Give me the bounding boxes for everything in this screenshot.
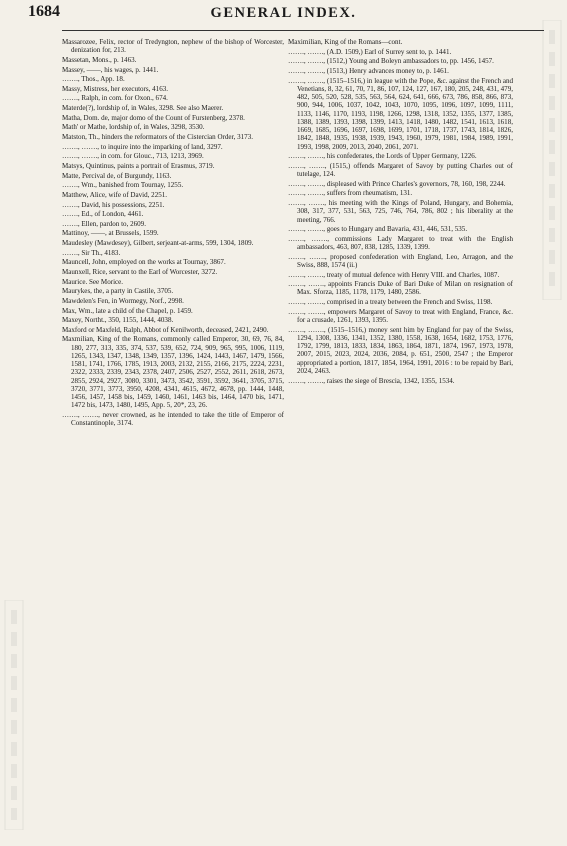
left-index-entry: ……., ……., never crowned, as he intended to take the title of Emperor of Constantinople, 3174.	[62, 411, 284, 428]
left-index-entry: Mattinoy, ——, at Brussels, 1599.	[62, 229, 159, 238]
left-index-entry: Maurice. See Morice.	[62, 277, 124, 286]
left-index-entry: Maxford or Maxfeld, Ralph, Abbot of Kenilworth, deceased, 2421, 2490.	[62, 325, 269, 334]
right-index-entry: ……., ……., commissions Lady Margaret to treat with the English ambassadors, 463, 807, 838, 1285, 1339, 1399.	[288, 234, 513, 252]
left-index-entry: ……., Sir Th., 4183.	[62, 248, 121, 257]
left-column	[62, 38, 284, 429]
left-index-entry: Matsys, Quintinus, paints a portrait of Erasmus, 3719.	[62, 161, 215, 170]
right-column	[288, 38, 513, 386]
left-index-entry: Maxmilian, King of the Romans, commonly called Emperor, 30, 69, 76, 84, 180, 277, 313, 335, 374, 537, 539, 652, 724, 909, 965, 995, 1006, 1119, 1265, 1343, 1347, 1348, 1349, 1357, 1396, 1424, 1443, 1467, 1479, 1566, 1581, 1741, 1766, 1785, 1913, 2003, 2132, 2155, 2166, 2175, 2224, 2231, 2322, 2333, 2339, 2343, 2378, 2407, 2506, 2527, 2552, 2611, 2618, 2673, 2855, 2924, 2927, 3080, 3301, 3473, 3542, 3591, 3592, 3641, 3705, 3715, 3720, 3771, 3773, 3950, 4208, 4341, 4615, 4672, 4678, pp. 1444, 1448, 1456, 1457, 1458 bis, 1459, 1460, 1461, 1463 bis, 1464, 1470 bis, 1471, 1472 bis, 1473, 1480, 1495, App. 5, 20*, 23, 26.	[62, 335, 284, 410]
header-rule	[62, 30, 544, 31]
left-index-entry: Matston, Th., hinders the reformators of the Cistercian Order, 3173.	[62, 133, 253, 142]
left-index-entry: ……., Thos., App. 18.	[62, 75, 125, 84]
left-index-entry: Matte, Percival de, of Burgundy, 1163.	[62, 171, 172, 180]
page-number: 1684	[28, 3, 60, 20]
right-index-entry: ……., ……., (1515–1516,) money sent him by England for pay of the Swiss, 1294, 1308, 1336, 1341, 1352, 1380, 1558, 1638, 1654, 1682, 1753, 1776, 1792, 1799, 1813, 1833, 1834, 1863, 1864, 1871, 1874, 1967, 1973, 1978, 2007, 2015, 2023, 2024, 2036, 2084, p. 651, 2500, 2547 ; the Emperor appropriated a portion, 1817, 1854, 1964, 1991, 2016 : to be repaid by Bari, 2024, 2463.	[288, 325, 513, 375]
left-index-entry: Massy, Mistress, her executors, 4163.	[62, 84, 169, 93]
left-index-entry: Mauncell, John, employed on the works at Tournay, 3867.	[62, 258, 226, 267]
right-index-entry: ……., ……., comprised in a treaty between the French and Swiss, 1198.	[288, 298, 493, 307]
right-index-entry: ……., ……., proposed confederation with England, Leo, Arragon, and the Swiss, 888, 1574 (ii.)	[288, 252, 513, 269]
left-index-entry: ……., David, his possessions, 2251.	[62, 200, 165, 209]
library-stamp-watermark	[541, 20, 563, 300]
left-index-entry: ……., Wm., banished from Tournay, 1255.	[62, 181, 184, 190]
library-stamp-watermark-lower	[3, 600, 25, 830]
left-index-entry: Massarozee, Felix, rector of Tredyngton, nephew of the bishop of Worcester, denization for, 213.	[62, 38, 284, 55]
right-index-entry: ……., ……., raises the siege of Brescia, 1342, 1355, 1534.	[288, 376, 455, 385]
right-index-entry: Maximilian, King of the Romans—cont.	[288, 38, 403, 46]
right-index-entry: ……., ……., his meeting with the Kings of Poland, Hungary, and Bohemia, 308, 317, 377, 531, 563, 725, 746, 764, 786, 802 ; his liberality at the meeting, 766.	[288, 199, 513, 224]
left-index-entry: ……., ……., to inquire into the imparking of land, 3297.	[62, 142, 223, 151]
left-index-entry: Matthew, Alice, wife of David, 2251.	[62, 190, 168, 199]
left-index-entry: Max, Wm., late a child of the Chapel, p. 1459.	[62, 306, 193, 315]
right-index-entry: ……., ……., his confederates, the Lords of Upper Germany, 1226.	[288, 152, 477, 161]
left-index-entry: Maudesley (Mawdesey), Gilbert, serjeant-at-arms, 599, 1304, 1809.	[62, 239, 254, 248]
right-index-entry: ……., ……., (1515–1516,) in league with the Pope, &c. against the French and Venetians, 8, 32, 61, 70, 71, 86, 107, 124, 127, 167, 180, 205, 248, 431, 479, 482, 505, 520, 528, 535, 563, 564, 624, 641, 666, 673, 786, 858, 866, 873, 900, 944, 1006, 1037, 1042, 1043, 1070, 1095, 1096, 1097, 1099, 1111, 1133, 1146, 1170, 1193, 1198, 1266, 1298, 1318, 1352, 1355, 1377, 1385, 1388, 1389, 1393, 1398, 1399, 1413, 1418, 1480, 1482, 1541, 1613, 1618, 1669, 1685, 1696, 1697, 1698, 1699, 1701, 1718, 1737, 1743, 1814, 1826, 1842, 1848, 1935, 1938, 1939, 1943, 1960, 1979, 1981, 1984, 1989, 1991, 1993, 1998, 2009, 2013, 2040, 2061, 2071.	[288, 76, 513, 151]
right-index-entry: ……., ……., treaty of mutual defence with Henry VIII. and Charles, 1087.	[288, 270, 500, 279]
right-index-entry: ……., ……., (1515,) offends Margaret of Savoy by putting Charles out of tutelage, 124.	[288, 161, 513, 179]
right-index-entry: ……., ……., (1512,) Young and Boleyn ambassadors to, pp. 1456, 1457.	[288, 57, 494, 66]
left-index-entry: Maunxell, Rice, servant to the Earl of Worcester, 3272.	[62, 267, 218, 276]
left-index-entry: Maurykes, the, a party in Castile, 3705.	[62, 287, 174, 296]
left-index-entry: ……., Ed., of London, 4461.	[62, 210, 144, 219]
left-index-entry: Materde(?), lordship of, in Wales, 3298. See also Maerer.	[62, 104, 224, 113]
left-index-entry: Matha, Dom. de, major domo of the Count of Furstenberg, 2378.	[62, 113, 245, 122]
right-index-entry: ……., ……., (1513,) Henry advances money to, p. 1461.	[288, 66, 449, 75]
left-index-entry: Math' or Mathe, lordship of, in Wales, 3298, 3530.	[62, 123, 205, 132]
left-index-entry: Massetan, Mons., p. 1463.	[62, 55, 137, 64]
left-index-entry: ……., ……., in com. for Glouc., 713, 1213, 3969.	[62, 152, 204, 161]
page-title: GENERAL INDEX.	[210, 5, 357, 21]
left-index-entry: Maxey, Northt., 350, 1155, 1444, 4038.	[62, 316, 174, 325]
right-index-entry: ……., ……., displeased with Prince Charles's governors, 78, 160, 198, 2244.	[288, 179, 506, 188]
left-index-entry: ……., Ralph, in com. for Oxon., 674.	[62, 94, 168, 103]
left-index-entry: Massey, ——, his wages, p. 1441.	[62, 65, 159, 74]
right-index-entry: ……., ……., appoints Francis Duke of Bari Duke of Milan on resignation of Max. Sforza, 1185, 1178, 1179, 1480, 2586.	[288, 280, 513, 297]
left-index-entry: ……., Ellen, pardon to, 2609.	[62, 219, 146, 228]
right-index-entry: ……., ……., suffers from rheumatism, 131.	[288, 189, 413, 198]
right-index-entry: ……., ……., (A.D. 1509,) Earl of Surrey sent to, p. 1441.	[288, 47, 452, 56]
right-index-entry: ……., ……., empowers Margaret of Savoy to treat with England, France, &c. for a crusade, 1261, 1393, 1395.	[288, 307, 513, 324]
right-index-entry: ……., ……., goes to Hungary and Bavaria, 431, 446, 531, 535.	[288, 225, 468, 234]
left-index-entry: Mawdelen's Fen, in Wormegy, Norf., 2998.	[62, 296, 184, 305]
